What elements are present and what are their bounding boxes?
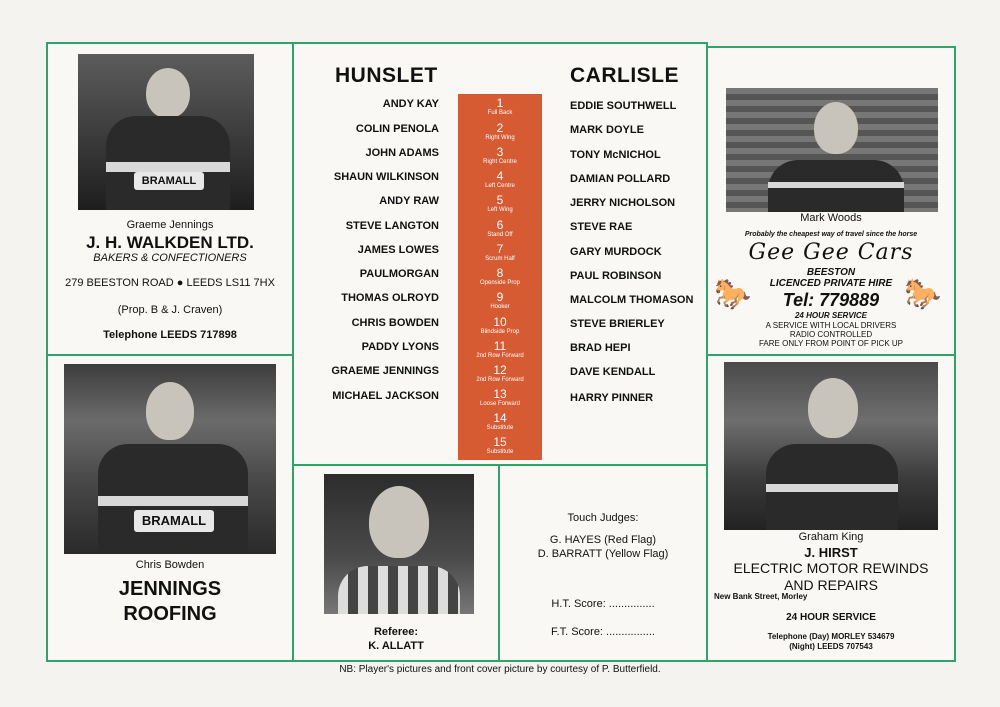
position-label: Right Wing bbox=[485, 135, 515, 141]
shirt-sponsor: BRAMALL bbox=[134, 510, 214, 532]
referee-photo bbox=[324, 474, 474, 614]
touch-judge-1: G. HAYES (Red Flag) bbox=[549, 534, 657, 546]
horse-icon: 🐎 bbox=[904, 278, 942, 311]
referee-name: K. ALLATT bbox=[368, 640, 424, 652]
player-caption: Mark Woods bbox=[800, 212, 862, 224]
position-label: Loose Forward bbox=[479, 401, 521, 407]
away-player: STEVE RAE bbox=[570, 221, 633, 233]
away-player: MALCOLM THOMASON bbox=[570, 294, 694, 306]
position-label: Hooker bbox=[490, 304, 510, 310]
company-hours: 24 HOUR SERVICE bbox=[786, 612, 876, 623]
company-telephone: Tel: 779889 bbox=[782, 290, 880, 310]
position-number: 10 bbox=[493, 315, 507, 329]
hirst-advert bbox=[706, 354, 956, 662]
officials-panel bbox=[498, 464, 708, 662]
home-player: STEVE LANGTON bbox=[345, 220, 439, 232]
position-number: 12 bbox=[493, 363, 507, 377]
referee-label: Referee: bbox=[373, 626, 419, 638]
away-player: HARRY PINNER bbox=[570, 392, 654, 404]
touch-judge-2: D. BARRATT (Yellow Flag) bbox=[537, 548, 669, 560]
full-time-score: F.T. Score: ................ bbox=[551, 626, 655, 638]
position-number: 7 bbox=[496, 242, 504, 256]
home-player: CHRIS BOWDEN bbox=[351, 317, 439, 329]
shirt-sponsor: BRAMALL bbox=[134, 172, 204, 190]
tagline: Probably the cheapest way of travel since the horse bbox=[744, 231, 918, 238]
company-phone-night: (Night) LEEDS 707543 bbox=[789, 642, 873, 651]
away-player: DAMIAN POLLARD bbox=[570, 173, 671, 185]
away-player: PAUL ROBINSON bbox=[570, 270, 662, 282]
company-town: BEESTON bbox=[806, 267, 856, 278]
gee-gee-cars-advert bbox=[706, 46, 956, 356]
company-line-2: AND REPAIRS bbox=[784, 577, 878, 593]
position-number: 6 bbox=[496, 218, 504, 232]
away-player: JERRY NICHOLSON bbox=[570, 197, 676, 209]
home-player: GRAEME JENNINGS bbox=[331, 365, 439, 377]
home-player: SHAUN WILKINSON bbox=[333, 171, 439, 183]
position-column bbox=[458, 94, 542, 460]
home-player: PADDY LYONS bbox=[361, 341, 439, 353]
position-label: Openside Prop bbox=[479, 280, 521, 286]
away-player: STEVE BRIERLEY bbox=[570, 318, 665, 330]
position-label: Blindside Prop bbox=[480, 329, 520, 335]
home-player: MICHAEL JACKSON bbox=[332, 390, 439, 402]
away-player: BRAD HEPI bbox=[570, 342, 631, 354]
position-number: 8 bbox=[496, 266, 504, 280]
company-address: 279 BEESTON ROAD ● LEEDS LS11 7HX bbox=[65, 277, 275, 289]
company-proprietors: (Prop. B & J. Craven) bbox=[117, 304, 223, 316]
position-number: 3 bbox=[496, 145, 504, 159]
away-player: DAVE KENDALL bbox=[570, 366, 656, 378]
home-player: COLIN PENOLA bbox=[355, 123, 439, 135]
position-label: Left Centre bbox=[485, 183, 515, 189]
referee-panel bbox=[292, 464, 500, 662]
horse-icon: 🐎 bbox=[714, 278, 752, 311]
away-team-title: CARLISLE bbox=[570, 64, 679, 87]
position-number: 15 bbox=[493, 435, 507, 449]
company-trade: BAKERS & CONFECTIONERS bbox=[93, 252, 247, 264]
company-name: J. H. WALKDEN LTD. bbox=[86, 233, 254, 252]
jennings-roofing-advert bbox=[46, 354, 294, 662]
away-player: MARK DOYLE bbox=[570, 124, 644, 136]
company-note-2: RADIO CONTROLLED bbox=[789, 330, 873, 339]
company-note-3: FARE ONLY FROM POINT OF PICK UP bbox=[758, 339, 904, 348]
walkden-advert bbox=[46, 42, 294, 356]
position-label: Scrum Half bbox=[485, 256, 515, 262]
position-number: 11 bbox=[493, 339, 507, 353]
player-photo-graeme-jennings bbox=[78, 54, 254, 210]
company-line-1: ELECTRIC MOTOR REWINDS bbox=[733, 560, 929, 576]
player-photo-chris-bowden bbox=[64, 364, 276, 554]
company-line-2: ROOFING bbox=[123, 603, 217, 625]
company-service: LICENCED PRIVATE HIRE bbox=[769, 278, 893, 289]
position-number: 13 bbox=[493, 387, 507, 401]
away-player: EDDIE SOUTHWELL bbox=[570, 100, 677, 112]
home-player: JOHN ADAMS bbox=[365, 147, 439, 159]
company-note-1: A SERVICE WITH LOCAL DRIVERS bbox=[765, 321, 897, 330]
position-number: 5 bbox=[496, 193, 504, 207]
position-number: 14 bbox=[493, 411, 507, 425]
company-address: New Bank Street, Morley bbox=[714, 592, 808, 601]
home-player: ANDY RAW bbox=[379, 195, 439, 207]
position-label: Substitute bbox=[486, 449, 514, 455]
position-number: 1 bbox=[496, 96, 504, 110]
company-hours: 24 HOUR SERVICE bbox=[794, 311, 868, 320]
position-label: Left Wing bbox=[487, 207, 513, 213]
position-label: 2nd Row Forward bbox=[476, 377, 524, 383]
company-phone: Telephone LEEDS 717898 bbox=[103, 329, 237, 341]
player-photo-graham-king bbox=[724, 362, 938, 530]
home-player: JAMES LOWES bbox=[357, 244, 439, 256]
position-label: Stand Off bbox=[487, 232, 513, 238]
player-caption: Graeme Jennings bbox=[126, 219, 214, 231]
player-caption: Chris Bowden bbox=[135, 559, 205, 571]
home-team-title: HUNSLET bbox=[335, 64, 438, 87]
home-player: THOMAS OLROYD bbox=[341, 292, 439, 304]
position-number: 2 bbox=[496, 121, 504, 135]
away-player: TONY McNICHOL bbox=[570, 149, 661, 161]
company-line-1: JENNINGS bbox=[118, 578, 222, 600]
player-photo-mark-woods bbox=[726, 88, 938, 212]
home-player: ANDY KAY bbox=[382, 98, 439, 110]
position-number: 9 bbox=[496, 290, 504, 304]
company-name: Gee Gee Cars bbox=[748, 240, 914, 265]
away-player: GARY MURDOCK bbox=[570, 246, 662, 258]
position-label: Substitute bbox=[486, 425, 514, 431]
position-label: Right Centre bbox=[483, 159, 517, 165]
position-number: 4 bbox=[496, 169, 504, 183]
position-label: Full Back bbox=[487, 110, 513, 116]
company-phone-day: Telephone (Day) MORLEY 534679 bbox=[767, 632, 895, 641]
home-player: PAULMORGAN bbox=[359, 268, 439, 280]
player-caption: Graham King bbox=[798, 531, 864, 543]
touch-judges-title: Touch Judges: bbox=[567, 512, 639, 524]
position-label: 2nd Row Forward bbox=[476, 353, 524, 359]
photo-credit-footer: NB: Player's pictures and front cover picture by courtesy of P. Butterfield. bbox=[339, 664, 661, 675]
half-time-score: H.T. Score: ............... bbox=[551, 598, 655, 610]
home-player-list bbox=[284, 98, 439, 408]
company-name: J. HIRST bbox=[804, 545, 858, 560]
